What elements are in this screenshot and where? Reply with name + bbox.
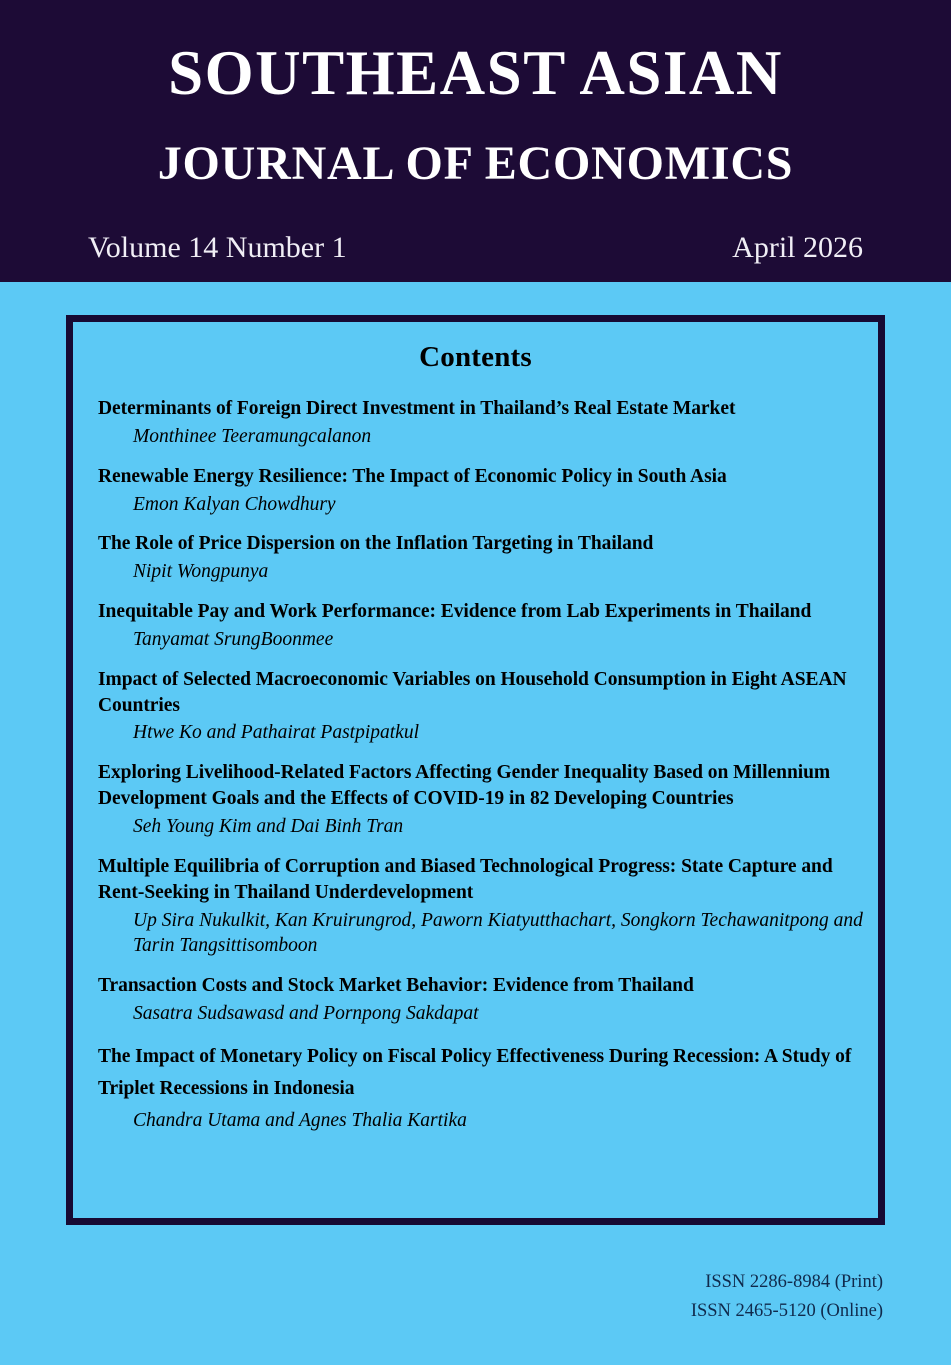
toc-entry[interactable] [73,667,878,747]
issn-print-label: ISSN 2286-8984 (Print) [705,1272,883,1292]
issn-online-label: ISSN 2465-5120 (Online) [690,1300,883,1321]
issue-info-row [88,233,863,263]
toc-entry[interactable] [73,396,878,450]
journal-header-band [0,0,951,282]
toc-entry-title: Impact of Selected Macroeconomic Variables on Household Consumption in Eight ASEAN Countries [98,668,847,716]
toc-entry-authors: Chandra Utama and Agnes Thalia Kartika [133,1110,467,1132]
toc-entry[interactable] [73,854,878,959]
toc-entry-title: Transaction Costs and Stock Market Behavior: Evidence from Thailand [98,975,694,997]
toc-entry[interactable] [73,599,878,653]
issn-block [691,1268,883,1325]
contents-heading: Contents [419,341,532,373]
toc-entry-authors: Monthinee Teeramungcalanon [133,425,372,447]
journal-title-line-2: JOURNAL OF ECONOMICS [157,137,794,190]
toc-entry-authors: Tanyamat SrungBoonmee [133,628,334,650]
toc-entry-authors: Nipit Wongpunya [133,561,269,583]
toc-entry-title: The Impact of Monetary Policy on Fiscal Policy Effectiveness During Recession: A Study of Triplet Recessions in Indonesia [98,1045,852,1099]
toc-entry[interactable] [73,464,878,518]
toc-entry-authors: Up Sira Nukulkit, Kan Kruirungrod, Paworn Kiatyutthachart, Songkorn Techawanitpong and Tarin Tangsittisomboon [133,909,863,957]
toc-entry-title: Determinants of Foreign Direct Investment in Thailand’s Real Estate Market [98,398,736,419]
toc-entry-title: Inequitable Pay and Work Performance: Evidence from Lab Experiments in Thailand [98,600,812,622]
toc-entry[interactable] [73,1041,878,1134]
toc-entry[interactable] [73,760,878,840]
contents-box [66,315,885,1225]
table-of-contents-list [73,396,878,1134]
toc-entry-title: Multiple Equilibria of Corruption and Biased Technological Progress: State Capture and Rent-Seeking in Thailand Underdevelopment [98,855,833,903]
toc-entry-title: Renewable Energy Resilience: The Impact of Economic Policy in South Asia [98,465,727,487]
toc-entry[interactable] [73,973,878,1027]
issue-date-label: April 2026 [732,231,863,264]
volume-number-label: Volume 14 Number 1 [88,231,347,264]
journal-title-line-1: SOUTHEAST ASIAN [168,38,783,108]
toc-entry-title: The Role of Price Dispersion on the Inflation Targeting in Thailand [98,533,654,555]
toc-entry-authors: Htwe Ko and Pathairat Pastpipatkul [133,722,419,744]
toc-entry-authors: Emon Kalyan Chowdhury [133,493,336,515]
toc-entry-authors: Sasatra Sudsawasd and Pornpong Sakdapat [133,1003,479,1025]
toc-entry[interactable] [73,531,878,585]
toc-entry-authors: Seh Young Kim and Dai Binh Tran [133,816,404,838]
toc-entry-title: Exploring Livelihood-Related Factors Affecting Gender Inequality Based on Millennium Development Goals and the Effects of COVID-19 in 82 Developing Countries [98,762,831,810]
